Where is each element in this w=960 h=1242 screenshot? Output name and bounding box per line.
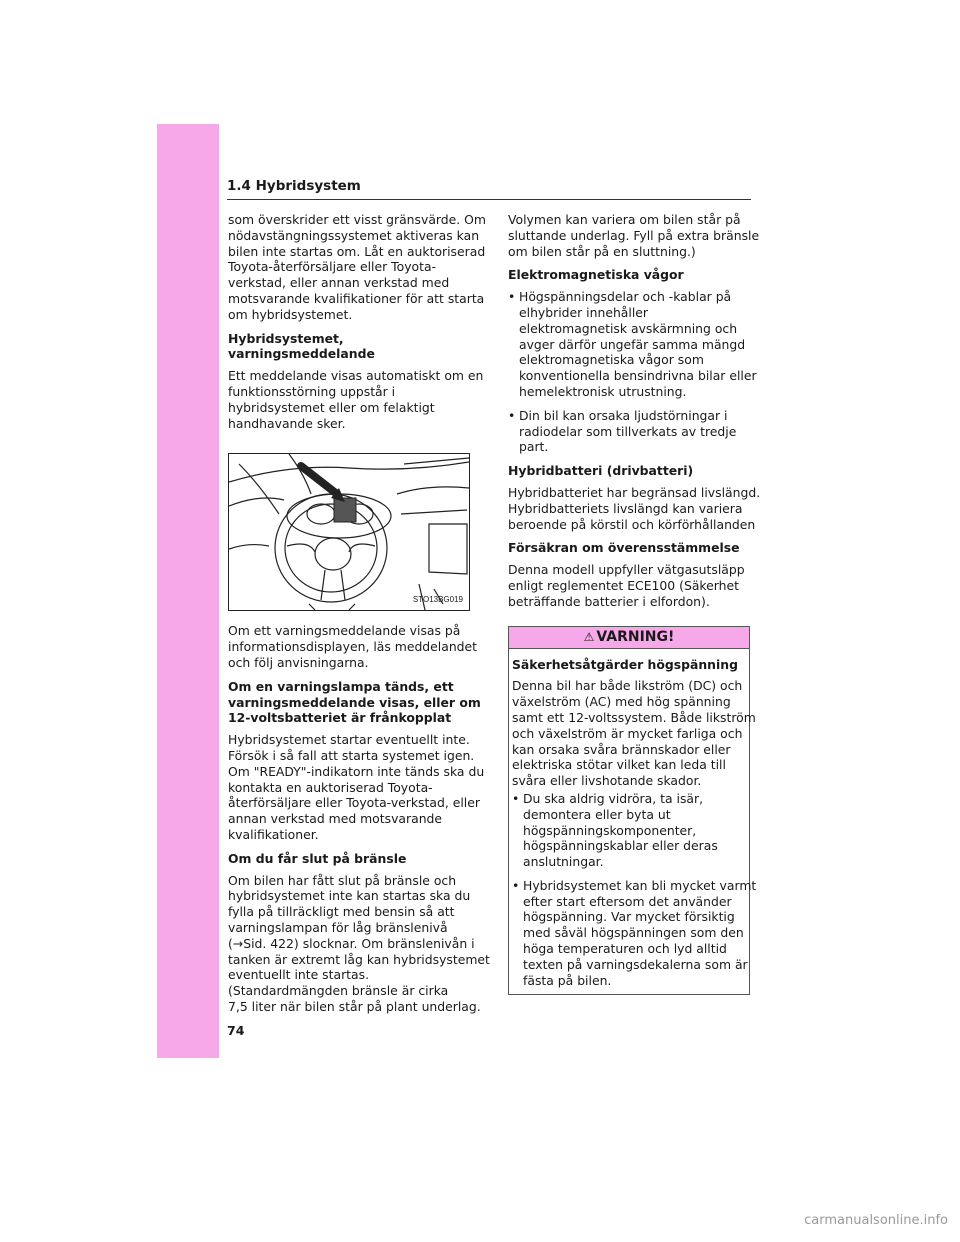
- subheading-electromagnetic-waves: Elektromagnetiska vågor: [508, 267, 684, 283]
- subheading-warning-lamp: Om en varningslampa tänds, ett varningsmeddelande visas, eller om 12-voltsbatteriet är frånkopplat: [228, 678, 481, 726]
- subheading-out-of-fuel: Om du får slut på bränsle: [228, 850, 407, 866]
- list-item: • Din bil kan orsaka ljudstörningar i radiodelar som tillverkats av tredje part.: [508, 407, 737, 455]
- paragraph: Hybridbatteriet har begränsad livslängd. Hybridbatteriets livslängd kan variera beroende på körstil och körförhållanden: [508, 484, 761, 532]
- warning-box: [508, 626, 757, 996]
- side-color-band: [157, 124, 219, 1058]
- warning-title-bar: ⚠ VARNING!: [509, 627, 749, 649]
- subheading-hybrid-battery: Hybridbatteri (drivbatteri): [508, 463, 694, 479]
- section-header: 1.4 Hybridsystem: [227, 178, 751, 200]
- paragraph: Om bilen har fått slut på bränsle och hybridsystemet inte kan startas ska du fylla på tillräckligt med bensin så att varningslampan för låg bränslenivå (→Sid. 422) slocknar. Om bränslenivån i tanken är extremt låg kan hybridsystemet eventuellt inte startas. (Standardmängden bränsle är cirka 7,5 liter när bilen står på plant underlag.: [228, 872, 490, 1014]
- left-column: [228, 212, 490, 1023]
- paragraph: Denna bil har både likström (DC) och växelström (AC) med hög spänning samt ett 12-voltssystem. Både likström och växelström är mycket farliga och kan orsaka svåra brännskador eller elektriska stötar vilket kan leda till svåra eller livshotande skador.: [512, 678, 756, 789]
- watermark-text: carmanualsonline.info: [804, 1213, 948, 1228]
- list-item: • Högspänningsdelar och -kablar på elhybrider innehåller elektromagnetisk avskärmning och avger därför ungefär samma mängd elektromagnetiska vågor som konventionella bensindrivna bilar eller hemelektronisk utrustning.: [508, 289, 757, 399]
- paragraph: Om ett varningsmeddelande visas på informationsdisplayen, läs meddelandet och följ anvisningarna.: [228, 623, 478, 670]
- list-item: • Du ska aldrig vidröra, ta isär, demontera eller byta ut högspänningskomponenter, högspänningskablar eller deras anslutningar.: [512, 790, 718, 870]
- warning-heading: Säkerhetsåtgärder högspänning: [512, 656, 738, 672]
- subheading-warning-message: Hybridsystemet, varningsmeddelande: [228, 330, 375, 362]
- warning-body: [509, 649, 757, 989]
- steering-wheel-drawing: [229, 454, 469, 610]
- right-column: [508, 212, 761, 995]
- page-number: 74: [227, 1023, 245, 1038]
- list-item: • Hybridsystemet kan bli mycket varmt efter start eftersom det använder högspänning. Var mycket försiktig med såväl högspänningen som den höga temperaturen och lyd alltid texten på varningsdekalerna som är fästa på bilen.: [512, 877, 757, 988]
- paragraph: Denna modell uppfyller vätgasutsläpp enligt reglementet ECE100 (Säkerhet beträffande batterier i elfordon).: [508, 562, 745, 609]
- warning-triangle-icon: ⚠: [583, 629, 595, 644]
- paragraph: som överskrider ett visst gränsvärde. Om nödavstängningssystemet aktiveras kan bilen inte startas om. Låt en auktoriserad Toyota-återförsäljare eller Toyota- verkstad, eller annan verkstad med motsvarande kvalifikationer för att starta om hybridsystemet.: [228, 212, 486, 322]
- paragraph: Ett meddelande visas automatiskt om en funktionsstörning uppstår i hybridsystemet eller om felaktigt handhavande sker.: [228, 368, 484, 431]
- bullet-icon: •: [508, 289, 516, 305]
- paragraph: Hybridsystemet startar eventuellt inte. Försök i så fall att starta systemet igen. Om "READY"-indikatorn inte tänds ska du kontakta en auktoriserad Toyota- återförsäljare eller Toyota-verkstad, eller annan verkstad med motsvarande kvalifikationer.: [228, 732, 485, 842]
- dashboard-illustration: [228, 453, 470, 611]
- paragraph: Volymen kan variera om bilen står på sluttande underlag. Fyll på extra bränsle om bilen står på en sluttning.): [508, 212, 760, 259]
- bullet-icon: •: [512, 790, 520, 806]
- figure-code: STO13BG019: [412, 594, 463, 604]
- subheading-declaration: Försäkran om överensstämmelse: [508, 540, 740, 556]
- bullet-icon: •: [512, 877, 520, 893]
- bullet-icon: •: [508, 407, 516, 423]
